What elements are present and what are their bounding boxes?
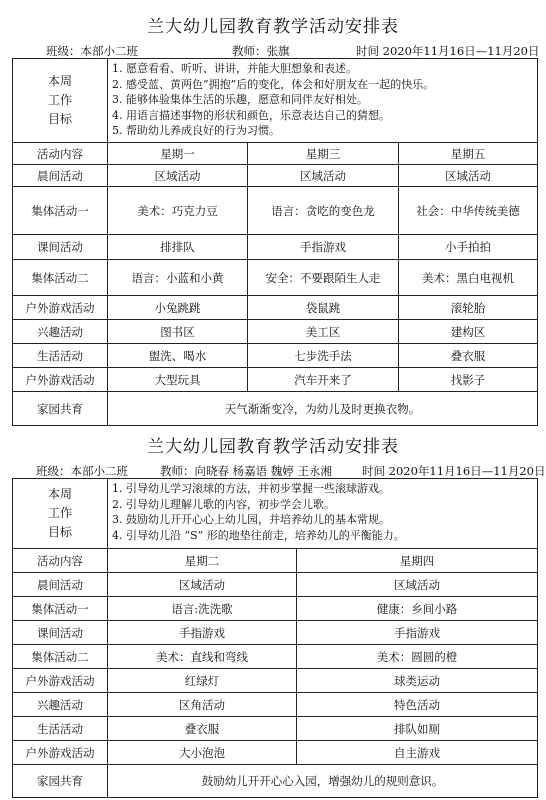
sheet1-class-label: 班级：本部小二班 [46, 44, 138, 58]
sheet2-goals-row [13, 479, 538, 549]
table-cell: 手指游戏 [248, 235, 399, 260]
table-cell: 建构区 [399, 320, 538, 344]
row-label: 集体活动二 [13, 260, 108, 296]
home-cooperation-text: 鼓励幼儿开开心心入园，增强幼儿的规则意识。 [108, 765, 538, 798]
table-row [13, 320, 538, 344]
goal-item: 2. 感受蓝、黄两色“拥抱”后的变化，体会和好朋友在一起的快乐。 [112, 77, 435, 91]
row-label: 兴趣活动 [13, 693, 108, 717]
row-label: 集体活动一 [13, 597, 108, 621]
table-cell: 健康：乡间小路 [297, 597, 538, 621]
sheet1-time-label: 时间 2020年11月16日—11月20日 [356, 44, 540, 58]
table-cell: 美工区 [248, 320, 399, 344]
table-cell: 大小泡泡 [108, 741, 297, 765]
goal-item: 3. 鼓励幼儿开开心心上幼儿园，并培养幼儿的基本常规。 [112, 513, 390, 527]
table-cell: 美术：直线和弯线 [108, 645, 297, 669]
table-cell: 安全：不要跟陌生人走 [248, 260, 399, 296]
table-cell: 区域活动 [399, 165, 538, 187]
table-cell: 大型玩具 [108, 368, 248, 392]
sheet2-time-label: 时间 2020年11月16日—11月20日 [362, 464, 546, 478]
row-label: 户外游戏活动 [13, 741, 108, 765]
row-label: 课间活动 [13, 621, 108, 645]
table-cell: 语言:洗洗歌 [108, 597, 297, 621]
sheet2-goals-label: 本周 工作 目标 [13, 479, 108, 549]
row-label: 集体活动一 [13, 187, 108, 235]
row-label: 生活活动 [13, 344, 108, 368]
column-header: 星期三 [248, 143, 399, 165]
table-cell: 七步洗手法 [248, 344, 399, 368]
table-cell: 排队如厕 [297, 717, 538, 741]
table-cell: 语言：小蓝和小黄 [108, 260, 248, 296]
table-row [13, 621, 538, 645]
row-label: 户外游戏活动 [13, 296, 108, 320]
row-label: 生活活动 [13, 717, 108, 741]
table-cell: 袋鼠跳 [248, 296, 399, 320]
sheet2-goals-list [108, 479, 538, 549]
column-header: 活动内容 [13, 549, 108, 573]
table-row [13, 645, 538, 669]
goal-item: 4. 引导幼儿沿 “S” 形的地垫往前走，培养幼儿的平衡能力。 [112, 528, 405, 542]
column-header: 星期五 [399, 143, 538, 165]
table-row [13, 260, 538, 296]
sheet2-title: 兰大幼儿园教育教学活动安排表 [147, 437, 399, 457]
sheet1-schedule-table [12, 58, 538, 426]
table-row [13, 717, 538, 741]
goal-item: 3. 能够体验集体生活的乐趣，愿意和同伴友好相处。 [112, 93, 368, 107]
goal-item: 1. 引导幼儿学习滚球的方法，并初步掌握一些滚球游戏。 [112, 482, 390, 495]
table-cell: 小兔跳跳 [108, 296, 248, 320]
table-cell: 区域活动 [108, 165, 248, 187]
table-row [13, 573, 538, 597]
table-row [13, 669, 538, 693]
row-label: 集体活动二 [13, 645, 108, 669]
column-header: 星期一 [108, 143, 248, 165]
row-label: 家园共育 [13, 392, 108, 426]
table-row [13, 165, 538, 187]
table-row [13, 235, 538, 260]
sheet1-home-row [13, 392, 538, 426]
sheet1-title: 兰大幼儿园教育教学活动安排表 [147, 17, 399, 37]
sheet2-class-label: 班级：本部小二班 [36, 464, 128, 478]
row-label: 兴趣活动 [13, 320, 108, 344]
table-cell: 区域活动 [297, 573, 538, 597]
table-cell: 球类运动 [297, 669, 538, 693]
table-row [13, 368, 538, 392]
table-row [13, 741, 538, 765]
goal-item: 1. 愿意看看、听听、讲讲，并能大胆想象和表述。 [112, 62, 357, 75]
table-cell: 滚轮胎 [399, 296, 538, 320]
table-cell: 盥洗、喝水 [108, 344, 248, 368]
row-label: 户外游戏活动 [13, 669, 108, 693]
table-cell: 美术：黑白电视机 [399, 260, 538, 296]
table-cell: 图书区 [108, 320, 248, 344]
column-header: 星期二 [108, 549, 297, 573]
table-cell: 红绿灯 [108, 669, 297, 693]
table-row [13, 296, 538, 320]
sheet2-header-row [13, 549, 538, 573]
table-cell: 特色活动 [297, 693, 538, 717]
table-cell: 叠衣服 [108, 717, 297, 741]
table-cell: 排排队 [108, 235, 248, 260]
table-row [13, 693, 538, 717]
home-cooperation-text: 天气渐渐变冷，为幼儿及时更换衣物。 [108, 392, 538, 426]
table-cell: 手指游戏 [297, 621, 538, 645]
table-cell: 语言：贪吃的变色龙 [248, 187, 399, 235]
goal-item: 5. 帮助幼儿养成良好的行为习惯。 [112, 124, 280, 138]
column-header: 活动内容 [13, 143, 108, 165]
sheet1-goals-row [13, 59, 538, 143]
table-cell: 美术：圆圆的橙 [297, 645, 538, 669]
table-cell: 美术：巧克力豆 [108, 187, 248, 235]
sheet1-goals-label: 本周 工作 目标 [13, 59, 108, 143]
table-row [13, 597, 538, 621]
sheet2-home-row [13, 765, 538, 798]
sheet1-header-row [13, 143, 538, 165]
sheet1-goals-list [108, 59, 538, 143]
goal-item: 2. 引导幼儿理解儿歌的内容，初步学会儿歌。 [112, 497, 335, 511]
table-cell: 区域活动 [108, 573, 297, 597]
column-header: 星期四 [297, 549, 538, 573]
table-cell: 手指游戏 [108, 621, 297, 645]
row-label: 晨间活动 [13, 573, 108, 597]
table-row [13, 187, 538, 235]
row-label: 家园共育 [13, 765, 108, 798]
table-cell: 叠衣服 [399, 344, 538, 368]
table-cell: 区域活动 [248, 165, 399, 187]
sheet2-teacher-label: 教师：向晓春 杨嘉语 魏婷 王永湘 [160, 464, 332, 478]
row-label: 晨间活动 [13, 165, 108, 187]
table-cell: 汽车开来了 [248, 368, 399, 392]
table-cell: 区角活动 [108, 693, 297, 717]
table-row [13, 344, 538, 368]
goal-item: 4. 用语言描述事物的形状和颜色，乐意表达自己的猜想。 [112, 108, 390, 122]
sheet2-schedule-table [12, 478, 538, 798]
table-cell: 自主游戏 [297, 741, 538, 765]
table-cell: 找影子 [399, 368, 538, 392]
table-cell: 小手拍拍 [399, 235, 538, 260]
row-label: 户外游戏活动 [13, 368, 108, 392]
sheet1-teacher-label: 教师：张旗 [232, 44, 290, 58]
table-cell: 社会：中华传统美德 [399, 187, 538, 235]
row-label: 课间活动 [13, 235, 108, 260]
